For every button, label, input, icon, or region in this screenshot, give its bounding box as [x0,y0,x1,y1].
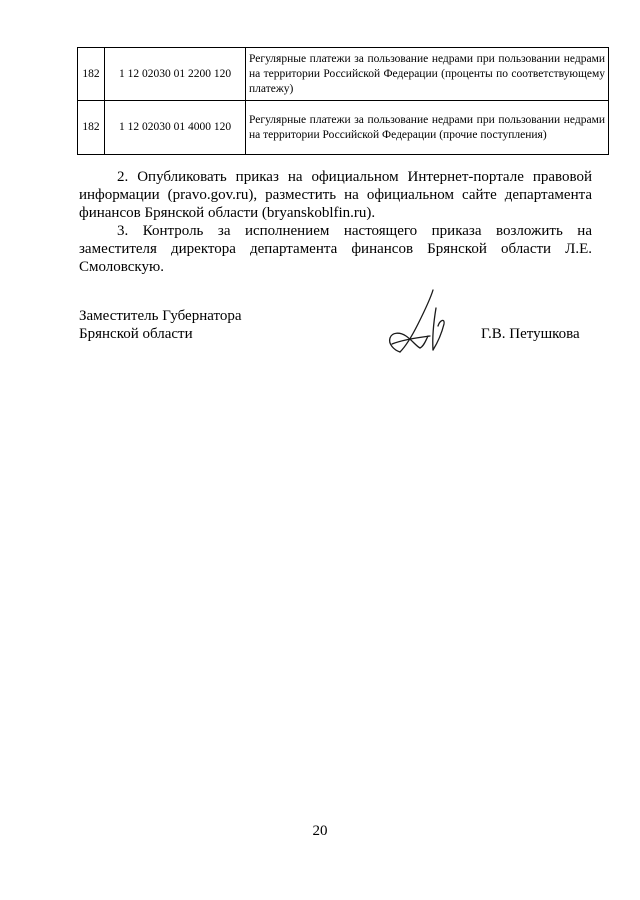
budget-codes-table [77,47,609,155]
signatory-title-line-1: Заместитель Губернатора [79,308,242,324]
kbk-code-cell: 1 12 02030 01 4000 120 [105,101,246,155]
signatory-title [79,307,242,343]
paragraph-control: 3. Контроль за исполнением настоящего приказа возложить на заместителя директора департамента финансов Брянской области Л.Е. Смоловскую. [79,223,592,275]
paragraph-publish: 2. Опубликовать приказ на официальном Интернет-портале правовой информации (pravo.gov.ru), разместить на официальном сайте департамента финансов Брянской области (bryanskoblfin.ru). [79,169,592,221]
handwritten-signature [378,286,458,356]
admin-code-cell: 182 [78,101,105,155]
description-cell: Регулярные платежи за пользование недрами при пользовании недрами на территории Российской Федерации (прочие поступления) [246,101,609,155]
page-number: 20 [312,823,328,839]
signatory-title-line-2: Брянской области [79,326,193,342]
admin-code-cell: 182 [78,48,105,101]
signatory-name: Г.В. Петушкова [481,326,580,342]
description-cell: Регулярные платежи за пользование недрами при пользовании недрами на территории Российской Федерации (проценты по соответствующему платежу) [246,48,609,101]
table-row [78,101,609,155]
kbk-code-cell: 1 12 02030 01 2200 120 [105,48,246,101]
table-row [78,48,609,101]
